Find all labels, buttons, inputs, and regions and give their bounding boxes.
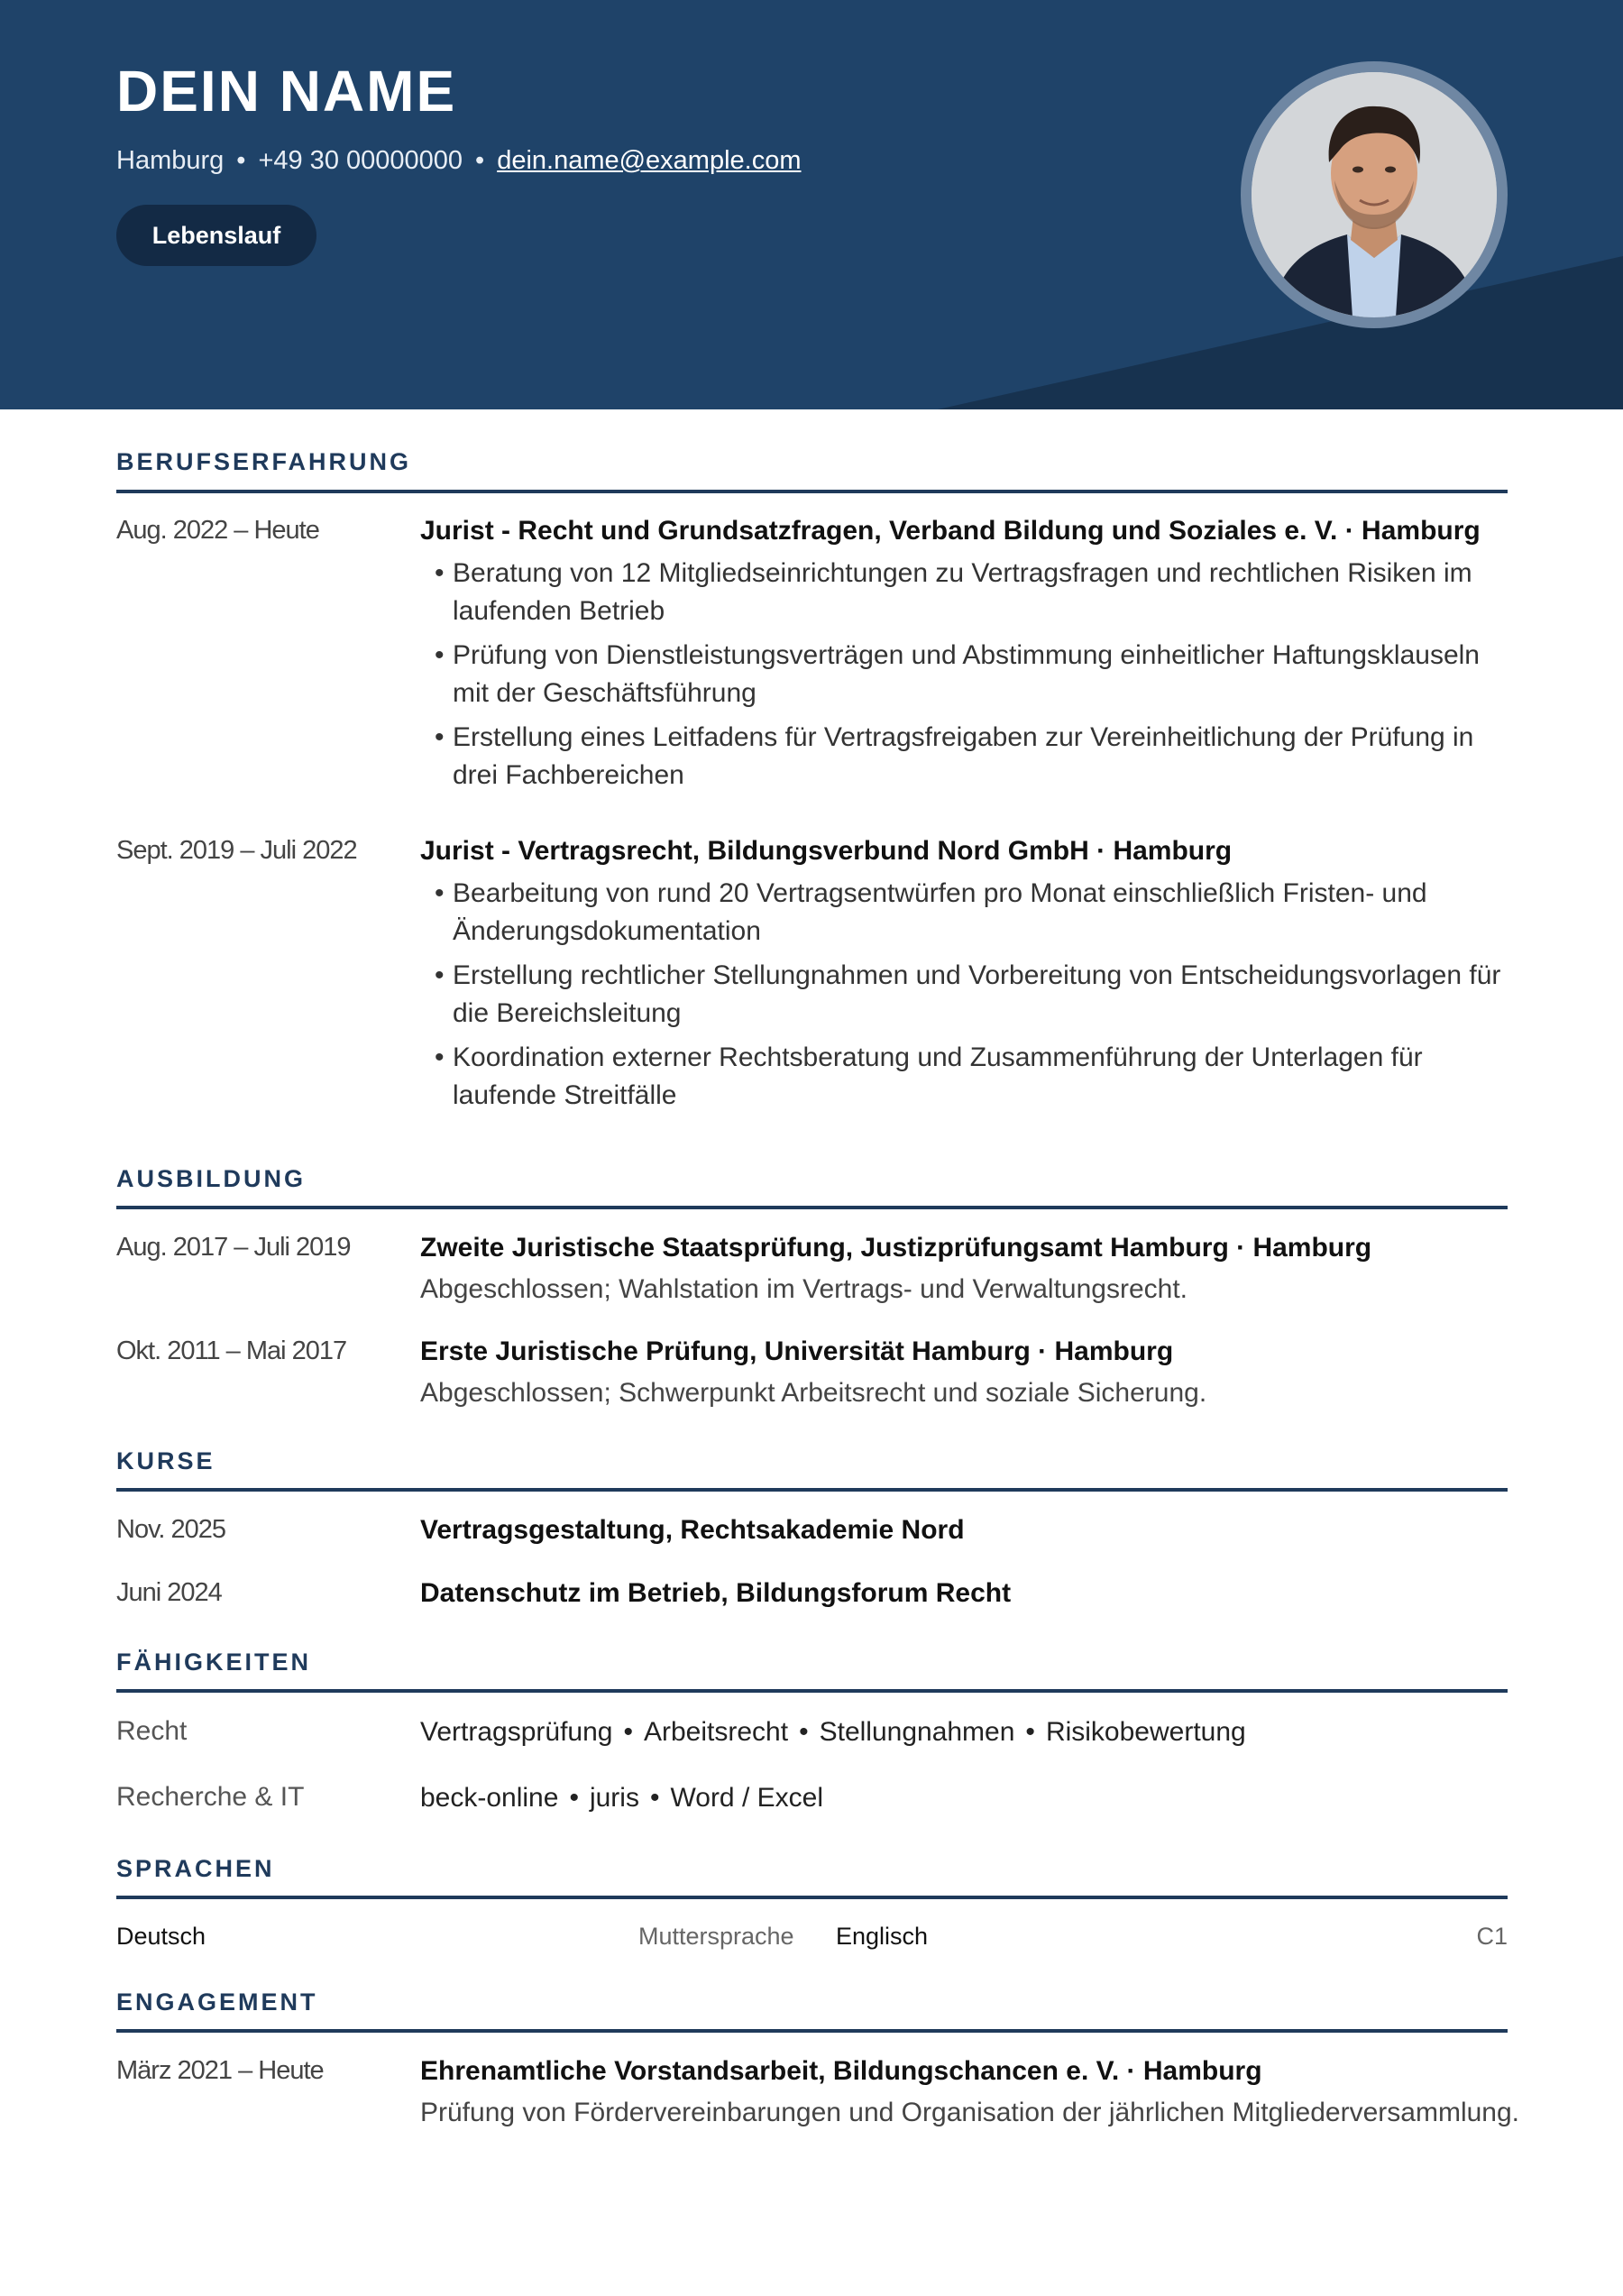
bullet-item: • Prüfung von Dienstleistungsverträgen und Abstimmung einheitlicher Haftungsklauseln mit der Geschäftsführung (420, 637, 1508, 712)
experience-2-title: Jurist - Vertragsrecht, Bildungsverbund Nord GmbH · Hamburg (420, 836, 1233, 866)
section-title-education: AUSBILDUNG (116, 1165, 306, 1192)
education-1-detail: Abgeschlossen; Wahlstation im Vertrags- und Verwaltungsrecht. (420, 1274, 1187, 1304)
header-banner (0, 0, 1623, 409)
bullet-item: • Bearbeitung von rund 20 Vertragsentwürfen pro Monat einschließlich Fristen- und Änderungsdokumentation (420, 875, 1508, 951)
education-1-title: Zweite Juristische Staatsprüfung, Justizprüfungsamt Hamburg · Hamburg (420, 1233, 1372, 1263)
skill-group-2-items (420, 1783, 823, 1814)
education-1-date: Aug. 2017 – Juli 2019 (116, 1233, 351, 1262)
section-title-languages: SPRACHEN (116, 1855, 275, 1882)
skill-separator: • (1025, 1717, 1035, 1747)
skill-item: Arbeitsrecht (644, 1717, 789, 1747)
bullet-item: • Erstellung eines Leitfadens für Vertragsfreigaben zur Vereinheitlichung der Prüfung in drei Fachbereichen (420, 719, 1508, 794)
language-2-level: C1 (1476, 1923, 1508, 1950)
bullet-item: • Koordination externer Rechtsberatung und Zusammenführung der Unterlagen für laufende Streitfälle (420, 1039, 1508, 1115)
bullet-item: • Beratung von 12 Mitgliedseinrichtungen zu Vertragsfragen und rechtlichen Risiken im laufenden Betrieb (420, 555, 1508, 630)
skill-separator: • (623, 1717, 633, 1747)
section-divider (116, 1488, 1508, 1492)
section-divider (116, 2029, 1508, 2033)
education-2-title: Erste Juristische Prüfung, Universität Hamburg · Hamburg (420, 1336, 1174, 1366)
course-2-title: Datenschutz im Betrieb, Bildungsforum Recht (420, 1578, 1012, 1608)
experience-2-date: Sept. 2019 – Juli 2022 (116, 836, 357, 865)
section-title-courses: KURSE (116, 1447, 215, 1474)
skill-item: Vertragsprüfung (420, 1717, 613, 1747)
skill-group-1-items (420, 1717, 1246, 1748)
bullet-item: • Erstellung rechtlicher Stellungnahmen und Vorbereitung von Entscheidungsvorlagen für die Bereichsleitung (420, 957, 1508, 1033)
education-2-date: Okt. 2011 – Mai 2017 (116, 1336, 347, 1365)
skill-item: Stellungnahmen (819, 1717, 1015, 1747)
education-2-detail: Abgeschlossen; Schwerpunkt Arbeitsrecht und soziale Sicherung. (420, 1378, 1207, 1408)
section-divider (116, 490, 1508, 493)
contact-city: Hamburg (116, 146, 225, 175)
language-1-name: Deutsch (116, 1923, 206, 1950)
profile-photo (1241, 61, 1508, 328)
experience-1-date: Aug. 2022 – Heute (116, 516, 319, 545)
skill-group-1-label: Recht (116, 1716, 188, 1746)
contact-phone[interactable]: +49 30 00000000 (258, 146, 463, 175)
contact-email-link[interactable]: dein.name@example.com (497, 146, 802, 175)
skill-group-2-label: Recherche & IT (116, 1782, 305, 1812)
course-2-date: Juni 2024 (116, 1578, 222, 1607)
course-1-title: Vertragsgestaltung, Rechtsakademie Nord (420, 1515, 965, 1545)
course-1-date: Nov. 2025 (116, 1515, 226, 1544)
experience-1-title: Jurist - Recht und Grundsatzfragen, Verband Bildung und Soziales e. V. · Hamburg (420, 516, 1481, 546)
skill-separator: • (649, 1783, 660, 1813)
section-title-experience: BERUFSERFAHRUNG (116, 448, 412, 475)
document-type-badge: Lebenslauf (116, 205, 316, 266)
language-1-level: Muttersprache (638, 1923, 794, 1950)
contact-separator: • (236, 146, 246, 175)
section-divider (116, 1689, 1508, 1693)
skill-item: Word / Excel (670, 1783, 823, 1813)
engagement-1-title: Ehrenamtliche Vorstandsarbeit, Bildungschancen e. V. · Hamburg (420, 2056, 1262, 2086)
skill-item: juris (589, 1783, 639, 1813)
language-2-name: Englisch (836, 1923, 929, 1950)
skill-item: Risikobewertung (1045, 1717, 1246, 1747)
engagement-1-detail: Prüfung von Fördervereinbarungen und Organisation der jährlichen Mitgliederversammlung. (420, 2098, 1519, 2127)
section-divider (116, 1896, 1508, 1899)
contact-line (116, 146, 802, 176)
experience-2-bullets (420, 875, 1508, 1121)
section-title-engagement: ENGAGEMENT (116, 1988, 318, 2016)
engagement-1-date: März 2021 – Heute (116, 2056, 324, 2085)
skill-separator: • (569, 1783, 579, 1813)
experience-1-bullets (420, 555, 1508, 801)
contact-separator: • (475, 146, 485, 175)
candidate-name: DEIN NAME (116, 59, 457, 124)
skill-item: beck-online (420, 1783, 559, 1813)
skill-separator: • (799, 1717, 809, 1747)
portrait-illustration (1252, 72, 1497, 317)
section-divider (116, 1206, 1508, 1209)
section-title-skills: FÄHIGKEITEN (116, 1649, 312, 1676)
